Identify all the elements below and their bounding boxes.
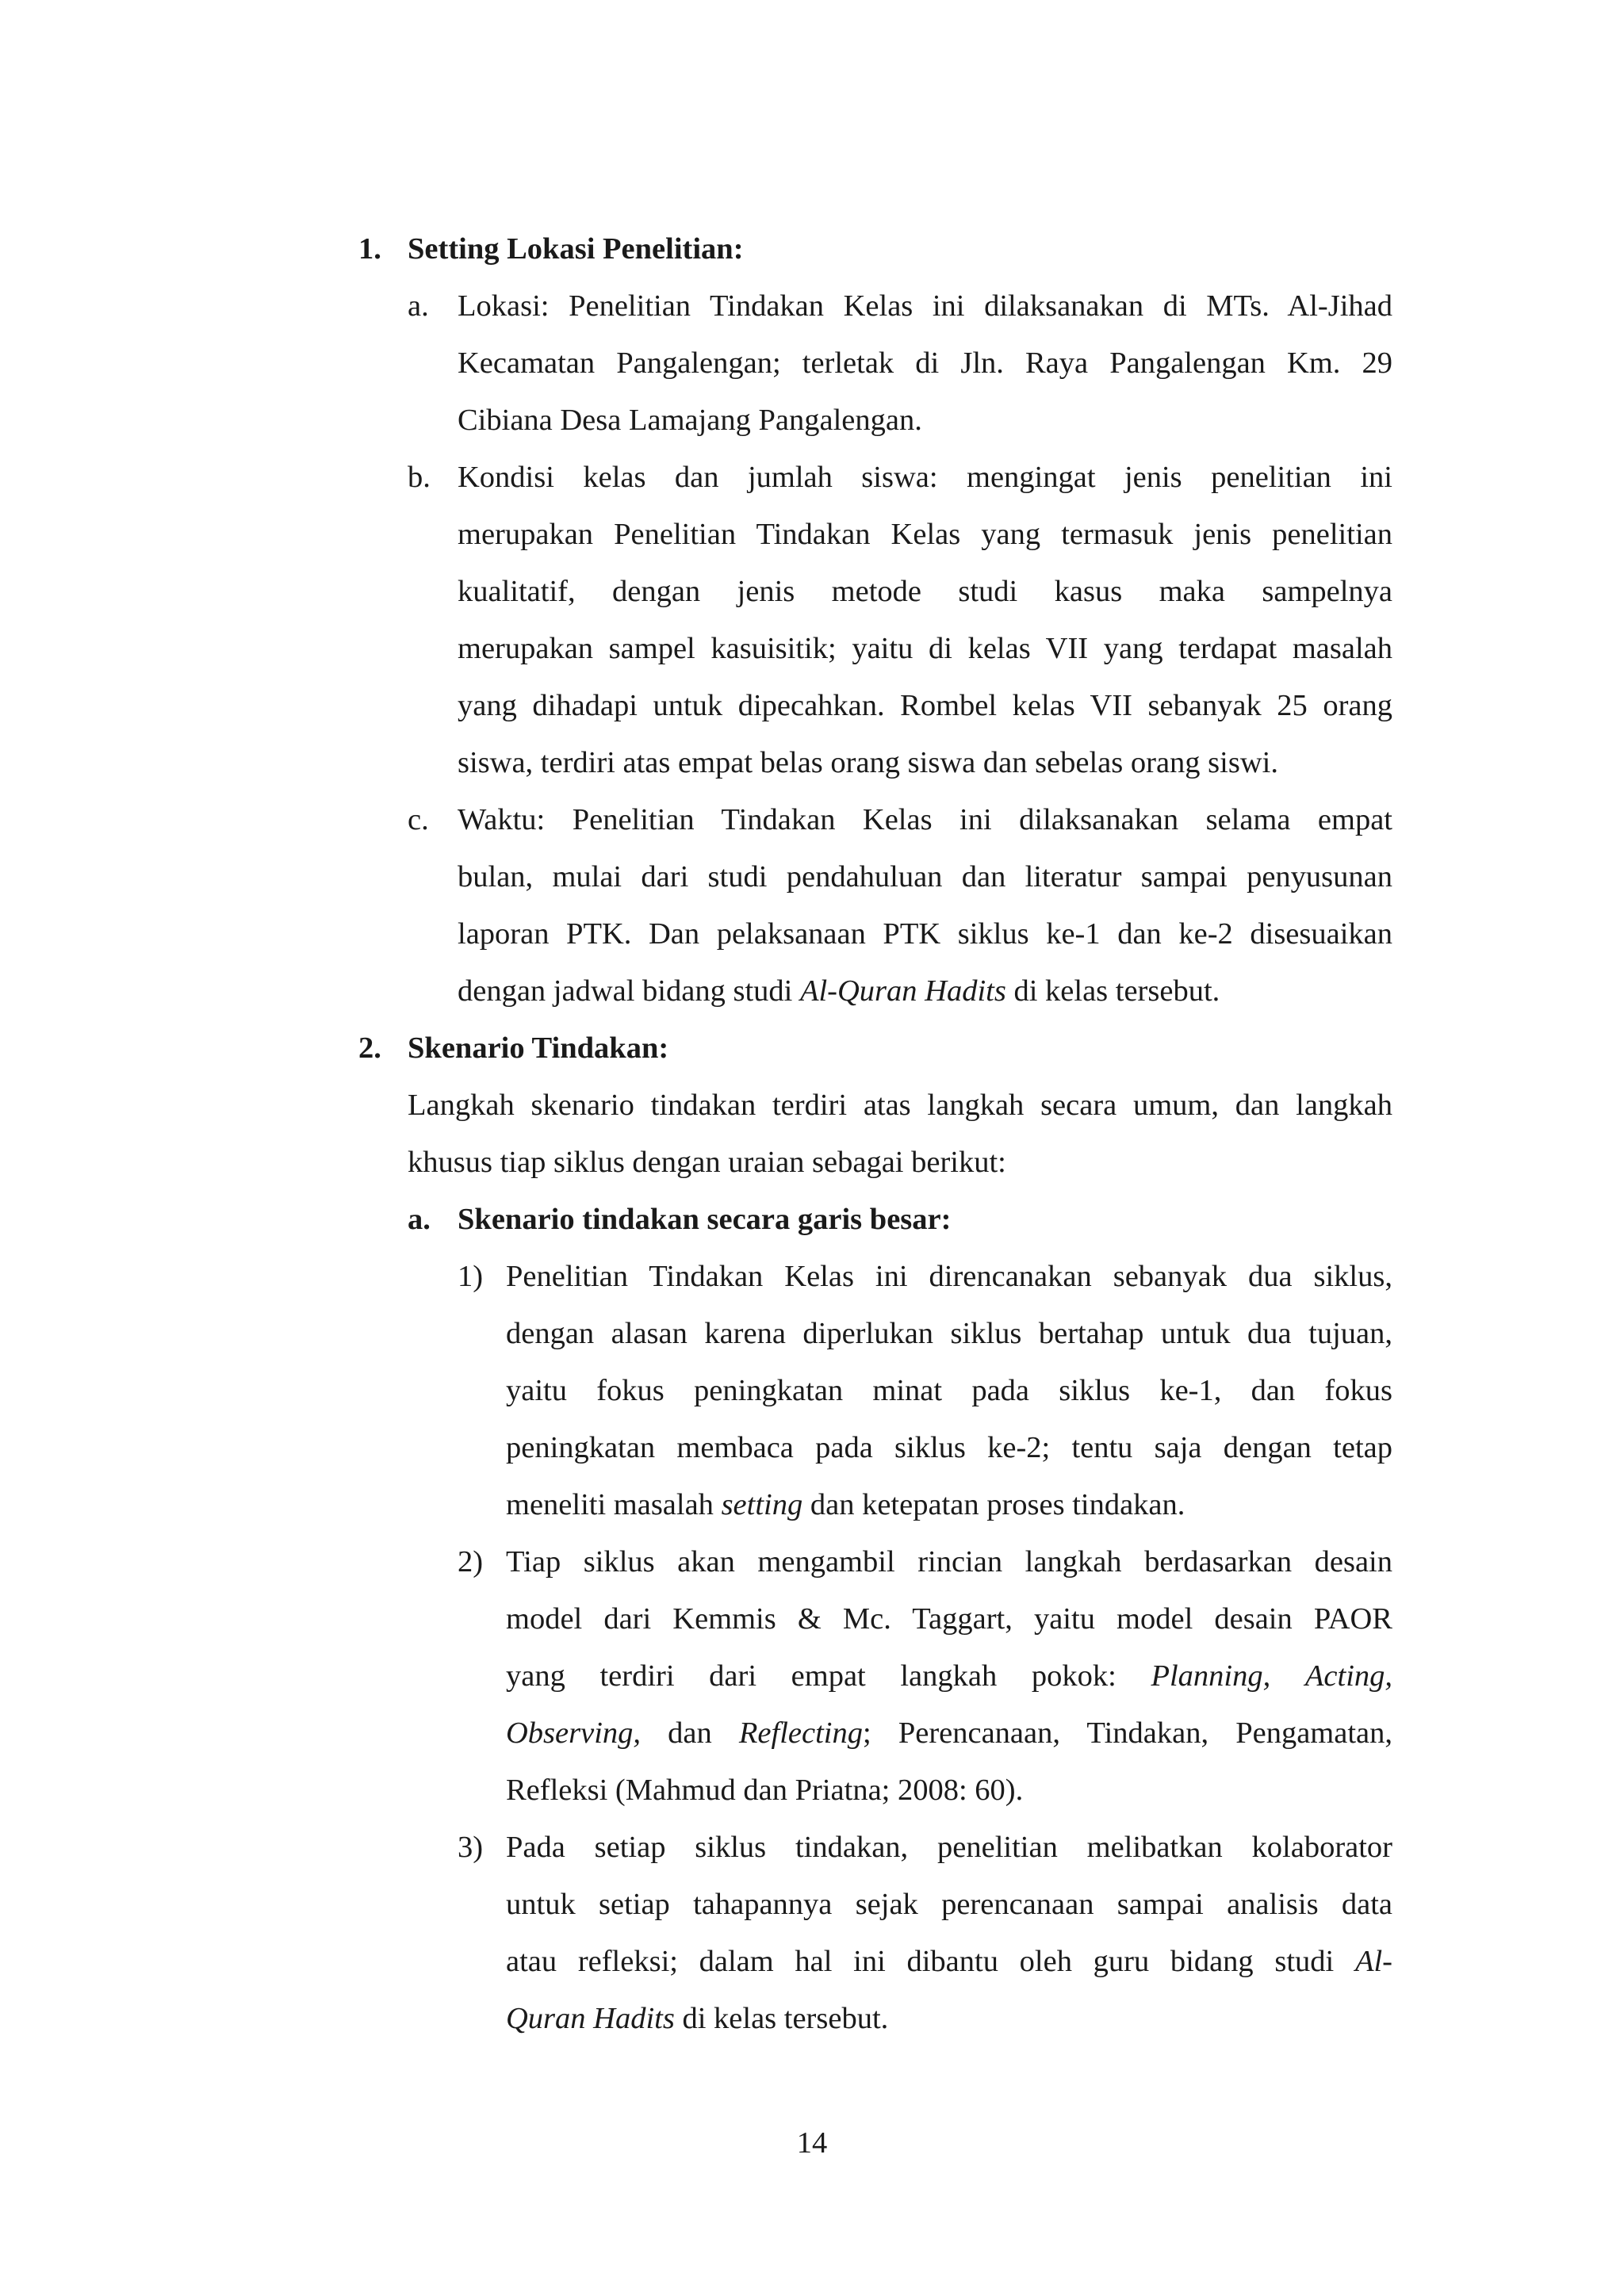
point-3-line-2: untuk setiap tahapannya sejak perencanaan sampai analisis data (506, 1888, 1392, 1921)
item-b-line-1: Kondisi kelas dan jumlah siswa: mengingat jenis penelitian ini (458, 461, 1392, 494)
point-1-line-2: dengan alasan karena diperlukan siklus bertahap untuk dua tujuan, (506, 1317, 1392, 1350)
point-3-subject-end: Quran Hadits (506, 2002, 675, 2035)
point-2-line-3-text: yang terdiri dari empat langkah pokok: (506, 1659, 1116, 1693)
point-2-line-4-end: ; Perencanaan, Tindakan, Pengamatan, (862, 1716, 1392, 1750)
item-b-line-3: kualitatif, dengan jenis metode studi kasus maka sampelnya (458, 575, 1392, 608)
section-2-title: Skenario Tindakan: (408, 1031, 669, 1065)
point-1-line-3: yaitu fokus peningkatan minat pada siklus ke-1, dan fokus (506, 1374, 1392, 1407)
point-2-marker: 2) (458, 1545, 484, 1578)
point-3-line-3-text: atau refleksi; dalam hal ini dibantu oleh guru bidang studi (506, 1945, 1335, 1978)
subsection-a-title: Skenario tindakan secara garis besar: (458, 1203, 952, 1236)
item-b-line-6: siswa, terdiri atas empat belas orang siswa dan sebelas orang siswi. (458, 746, 1278, 779)
point-2-line-5: Refleksi (Mahmud dan Priatna; 2008: 60). (506, 1774, 1024, 1807)
point-2-line-4 (506, 1715, 1392, 1751)
page-number: 14 (796, 2126, 828, 2160)
item-a-line-3: Cibiana Desa Lamajang Pangalengan. (458, 404, 922, 437)
item-c-marker: c. (408, 803, 429, 836)
section-1-number: 1. (358, 232, 381, 266)
point-3-line-4 (506, 2000, 888, 2037)
point-3-line-1: Pada setiap siklus tindakan, penelitian melibatkan kolaborator (506, 1831, 1392, 1864)
point-3-subject-start: Al- (1354, 1945, 1393, 1978)
item-a-line-2: Kecamatan Pangalengan; terletak di Jln. Raya Pangalengan Km. 29 (458, 346, 1392, 380)
item-b-line-5: yang dihadapi untuk dipecahkan. Rombel kelas VII sebanyak 25 orang (458, 689, 1392, 722)
item-a-line-1: Lokasi: Penelitian Tindakan Kelas ini dilaksanakan di MTs. Al-Jihad (458, 289, 1392, 323)
item-b-marker: b. (408, 461, 431, 494)
point-2-line-1: Tiap siklus akan mengambil rincian langkah berdasarkan desain (506, 1545, 1392, 1578)
point-3-marker: 3) (458, 1831, 484, 1864)
subsection-a-marker: a. (408, 1203, 431, 1236)
point-1-line-5-end: dan ketepatan proses tindakan. (802, 1488, 1185, 1521)
point-2-term-planning: Planning, (1151, 1659, 1271, 1693)
point-1-italic-term: setting (721, 1488, 803, 1521)
point-2-line-2: model dari Kemmis & Mc. Taggart, yaitu model desain PAOR (506, 1602, 1392, 1636)
point-2-line-3 (506, 1658, 1392, 1694)
point-2-conjunction: dan (668, 1716, 712, 1750)
point-2-term-acting: Acting, (1304, 1659, 1393, 1693)
item-b-line-4: merupakan sampel kasuisitik; yaitu di kelas VII yang terdapat masalah (458, 632, 1392, 665)
section-1-title: Setting Lokasi Penelitian: (408, 232, 744, 266)
point-1-line-4: peningkatan membaca pada siklus ke-2; tentu saja dengan tetap (506, 1431, 1392, 1464)
item-a-marker: a. (408, 289, 429, 323)
point-3-line-4-end: di kelas tersebut. (674, 2002, 889, 2035)
item-c-line-3: laporan PTK. Dan pelaksanaan PTK siklus ke-1 dan ke-2 disesuaikan (458, 917, 1392, 951)
point-1-marker: 1) (458, 1260, 484, 1293)
item-c-line-4-text: dengan jadwal bidang studi (458, 974, 800, 1008)
section-2-number: 2. (358, 1031, 381, 1065)
point-1-line-1: Penelitian Tindakan Kelas ini direncanakan sebanyak dua siklus, (506, 1260, 1392, 1293)
point-2-term-reflecting: Reflecting (738, 1716, 863, 1750)
item-c-line-4 (458, 973, 1220, 1009)
item-b-line-2: merupakan Penelitian Tindakan Kelas yang termasuk jenis penelitian (458, 518, 1392, 551)
point-3-line-3 (506, 1943, 1392, 1980)
point-2-term-observing: Observing, (506, 1716, 642, 1750)
item-c-line-1: Waktu: Penelitian Tindakan Kelas ini dilaksanakan selama empat (458, 803, 1392, 836)
section-2-intro-line-2: khusus tiap siklus dengan uraian sebagai berikut: (408, 1146, 1006, 1179)
point-1-line-5 (506, 1487, 1185, 1523)
point-1-line-5-text: meneliti masalah (506, 1488, 722, 1521)
item-c-subject-name: Al-Quran Hadits (799, 974, 1006, 1008)
item-c-line-2: bulan, mulai dari studi pendahuluan dan literatur sampai penyusunan (458, 860, 1392, 894)
item-c-line-4-end: di kelas tersebut. (1005, 974, 1220, 1008)
section-2-intro-line-1: Langkah skenario tindakan terdiri atas langkah secara umum, dan langkah (408, 1089, 1392, 1122)
